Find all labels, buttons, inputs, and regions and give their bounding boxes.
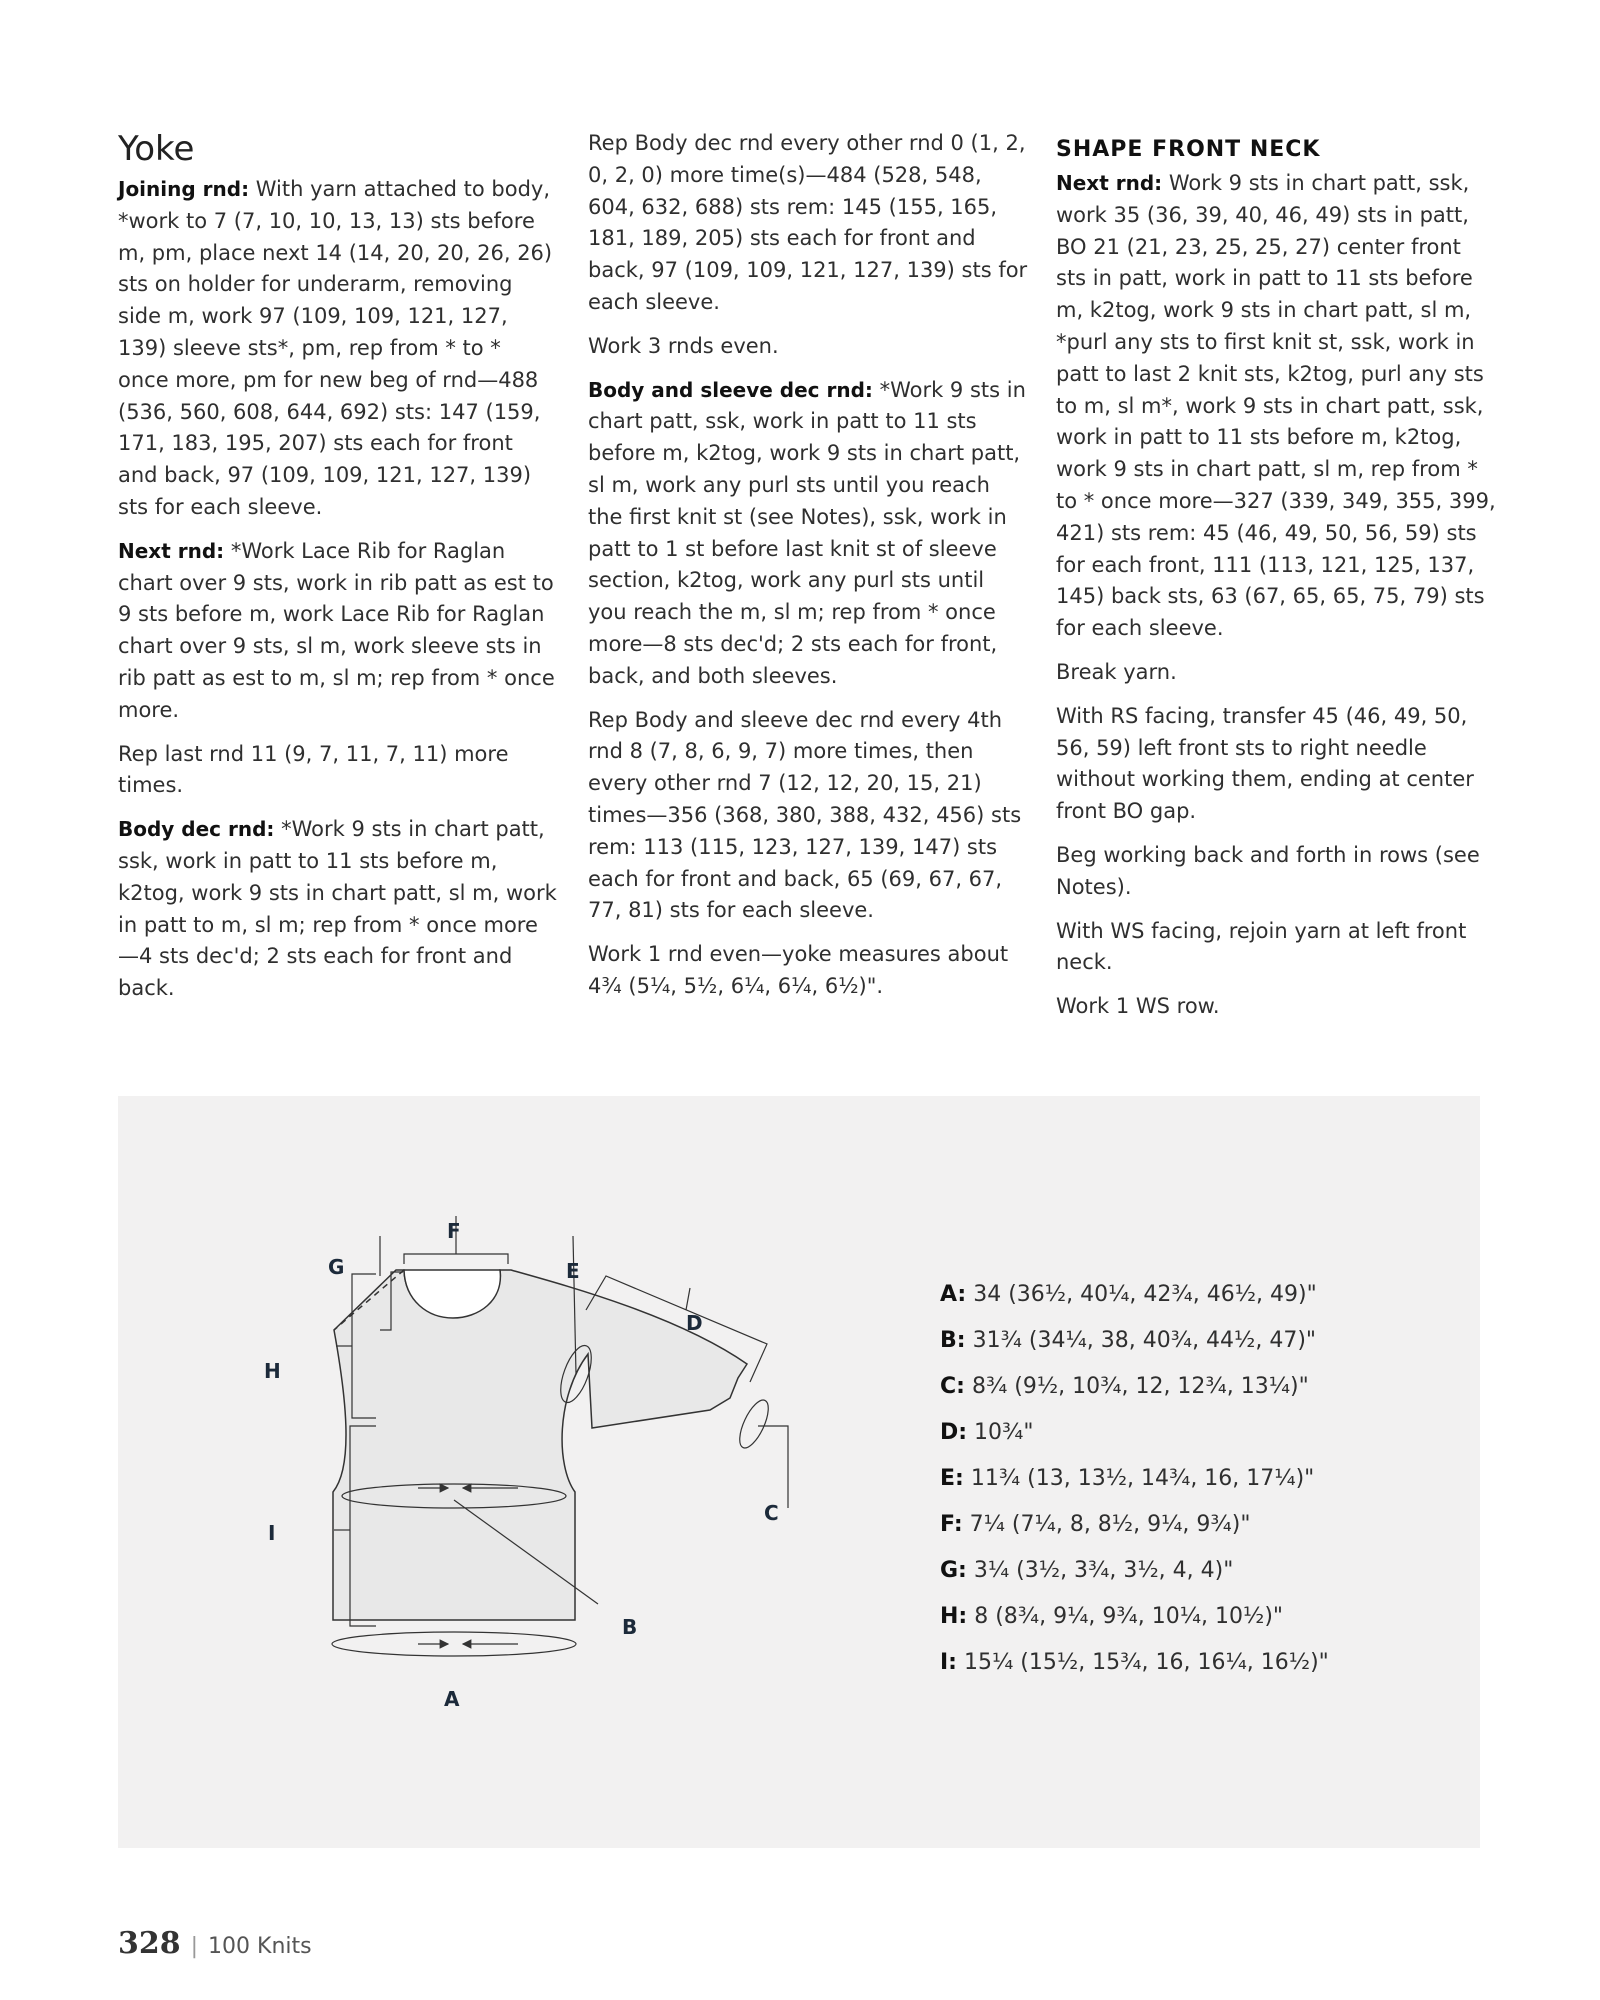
- measurements-list: [940, 1272, 1329, 1686]
- label-b: B: [622, 1615, 638, 1639]
- measurement-value: 10¾": [967, 1420, 1034, 1445]
- paragraph: Rep last rnd 11 (9, 7, 11, 7, 11) more times.: [118, 741, 509, 798]
- label-a: A: [444, 1687, 460, 1711]
- measurement-key: A:: [940, 1282, 967, 1307]
- paragraph: [1056, 168, 1496, 645]
- paragraph: With WS facing, rejoin yarn at left front neck.: [1056, 918, 1467, 975]
- measurement-row: [940, 1594, 1329, 1640]
- measurement-key: H:: [940, 1604, 968, 1629]
- schematic-panel: [118, 1096, 1480, 1848]
- step-label: Joining rnd:: [118, 177, 250, 201]
- measurement-value: 3¼ (3½, 3¾, 3½, 4, 4)": [966, 1558, 1234, 1583]
- step-text: *Work Lace Rib for Raglan chart over 9 sts, work in rib patt as est to 9 sts before m, work Lace Rib for Raglan chart over 9 sts, sl m, work sleeve sts in rib patt as est to m, sl m; rep from * once more.: [118, 538, 555, 722]
- measurement-key: G:: [940, 1558, 967, 1583]
- paragraph: [118, 536, 558, 727]
- text-column-2: [588, 128, 1028, 1015]
- text-column-1: [118, 128, 558, 1017]
- label-d: D: [686, 1311, 703, 1335]
- measurement-value: 7¼ (7¼, 8, 8½, 9¼, 9¾)": [962, 1512, 1251, 1537]
- label-i: I: [268, 1521, 276, 1545]
- measurement-value: 31¾ (34¼, 38, 40¾, 44½, 47)": [965, 1328, 1317, 1353]
- measurement-value: 15¼ (15½, 15¾, 16, 16¼, 16½)": [956, 1650, 1329, 1675]
- measurement-key: E:: [940, 1466, 964, 1491]
- measurement-key: B:: [940, 1328, 966, 1353]
- measurement-key: D:: [940, 1420, 968, 1445]
- measurement-row: [940, 1410, 1329, 1456]
- sweater-outline: [333, 1270, 747, 1620]
- paragraph: Break yarn.: [1056, 659, 1177, 684]
- label-e: E: [566, 1259, 580, 1283]
- measurement-row: [940, 1502, 1329, 1548]
- step-text: With yarn attached to body, *work to 7 (7, 10, 10, 13, 13) sts before m, pm, place next 14 (14, 20, 20, 26, 26) sts on holder for underarm, removing side m, work 97 (109, 109, 121, 127, 139) sleeve sts*, pm, rep from * to * once more, pm for new beg of rnd—488 (536, 560, 608, 644, 692) sts: 147 (159, 171, 183, 195, 207) sts each for front and back, 97 (109, 109, 121, 127, 139) sts for each sleeve.: [118, 177, 553, 519]
- measurement-value: 11¾ (13, 13½, 14¾, 16, 17¼)": [963, 1466, 1315, 1491]
- label-f: F: [447, 1219, 461, 1243]
- paragraph: Beg working back and forth in rows (see Notes).: [1056, 842, 1480, 899]
- measurement-value: 34 (36½, 40¼, 42¾, 46½, 49)": [966, 1282, 1317, 1307]
- paragraph: Work 1 rnd even—yoke measures about 4¾ (5¼, 5½, 6¼, 6¼, 6½)".: [588, 942, 1009, 998]
- paragraph: [118, 174, 558, 524]
- paragraph: Work 3 rnds even.: [588, 333, 779, 358]
- measurement-row: [940, 1548, 1329, 1594]
- footer-separator: |: [190, 1934, 199, 1959]
- book-title: 100 Knits: [208, 1934, 312, 1959]
- paragraph: Rep Body dec rnd every other rnd 0 (1, 2, 0, 2, 0) more time(s)—484 (528, 548, 604, 632, 688) sts rem: 145 (155, 165, 181, 189, 205) sts each for front and back, 97 (109, 109, 121, 127, 139) sts for each sleeve.: [588, 131, 1028, 314]
- paragraph: [588, 375, 1028, 693]
- measurement-value: 8 (8¾, 9¼, 9¾, 10¼, 10½)": [967, 1604, 1284, 1629]
- paragraph: [118, 814, 558, 1005]
- label-h: H: [264, 1359, 281, 1383]
- step-label: Next rnd:: [1056, 171, 1163, 195]
- text-column-3: [1056, 128, 1496, 1035]
- subsection-heading: SHAPE FRONT NECK: [1056, 137, 1321, 162]
- cuff-ellipse: [734, 1396, 774, 1452]
- measurement-row: [940, 1640, 1329, 1686]
- measurement-row: [940, 1456, 1329, 1502]
- step-text: Work 9 sts in chart patt, ssk, work 35 (36, 39, 40, 46, 49) sts in patt, BO 21 (21, 23, 25, 25, 27) center front sts in patt, work in patt to 11 sts before m, k2tog, work 9 sts in chart patt, sl m, *purl any sts to first knit st, ssk, work in patt to last 2 knit sts, k2tog, purl any sts to m, sl m*, work 9 sts in chart patt, ssk, work in patt to 11 sts before m, k2tog, work 9 sts in chart patt, sl m, rep from * to * once more—327 (339, 349, 355, 399, 421) sts rem: 45 (46, 49, 50, 56, 59) sts for each front, 111 (113, 121, 125, 137, 145) back sts, 63 (67, 65, 65, 75, 79) sts for each sleeve.: [1056, 171, 1496, 641]
- step-label: Body dec rnd:: [118, 817, 275, 842]
- label-c: C: [764, 1501, 779, 1525]
- step-text: *Work 9 sts in chart patt, ssk, work in patt to 11 sts before m, k2tog, work 9 sts in chart patt, sl m, work in patt to m, sl m; rep from * once more—4 sts dec'd; 2 sts each for front and back.: [118, 817, 557, 1001]
- measurement-row: [940, 1272, 1329, 1318]
- paragraph: With RS facing, transfer 45 (46, 49, 50, 56, 59) left front sts to right needle without working them, ending at center front BO gap.: [1056, 703, 1474, 824]
- measurement-value: 8¾ (9½, 10¾, 12, 12¾, 13¼)": [964, 1374, 1309, 1399]
- step-label: Body and sleeve dec rnd:: [588, 377, 873, 402]
- page-footer: [118, 1926, 312, 1961]
- page-number: 328: [118, 1926, 181, 1961]
- measurement-row: [940, 1318, 1329, 1364]
- paragraph: Work 1 WS row.: [1056, 994, 1220, 1019]
- measurement-key: C:: [940, 1374, 965, 1399]
- section-title: Yoke: [118, 129, 195, 169]
- step-label: Next rnd:: [118, 538, 225, 563]
- measurement-key: F:: [940, 1512, 963, 1537]
- label-g: G: [328, 1255, 345, 1279]
- step-text: *Work 9 sts in chart patt, ssk, work in patt to 11 sts before m, k2tog, work 9 sts in chart patt, sl m, work any purl sts until you reach the first knit st (see Notes), ssk, work in patt to 1 st before last knit st of sleeve section, k2tog, work any purl sts until you reach the m, sl m; rep from * once more—8 sts dec'd; 2 sts each for front, back, and both sleeves.: [588, 377, 1026, 688]
- measurement-row: [940, 1364, 1329, 1410]
- paragraph: Rep Body and sleeve dec rnd every 4th rnd 8 (7, 8, 6, 9, 7) more times, then every other rnd 7 (12, 12, 20, 15, 21) times—356 (368, 380, 388, 432, 456) sts rem: 113 (115, 123, 127, 139, 147) sts each for front and back, 65 (69, 67, 67, 77, 81) sts for each sleeve.: [588, 707, 1022, 923]
- hem-circumference-ellipse: [332, 1632, 576, 1656]
- measurement-key: I:: [940, 1650, 957, 1675]
